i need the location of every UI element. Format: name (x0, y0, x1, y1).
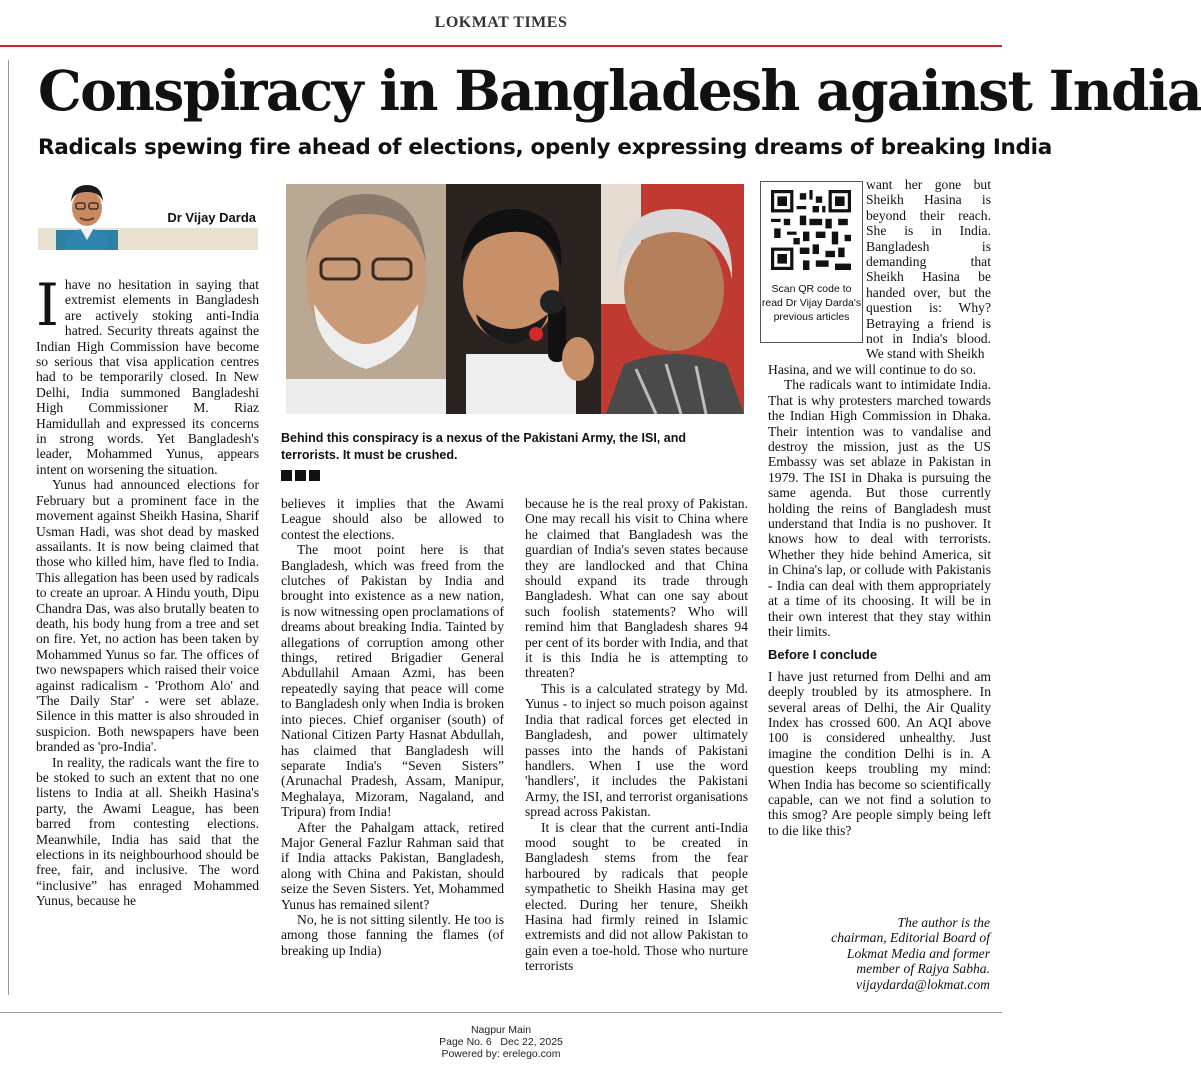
photo-caption: Behind this conspiracy is a nexus of the Pakistani Army, the ISI, and terrorists. It must be crushed. (281, 431, 686, 462)
qr-code-box[interactable] (760, 181, 863, 343)
headline: Conspiracy in Bangladesh against India (38, 58, 1201, 123)
paragraph: This is a calculated strategy by Md. Yunus - to inject so much poison against India that radical forces get elected in Bangladesh, and power ultimately passes into the hands of Pakistani handlers. When I use the word 'handlers', it includes the Pakistani Army, the ISI, and terrorist organisations spread across Pakistan. (525, 680, 748, 820)
author-note (768, 915, 990, 992)
paragraph: In reality, the radicals want the fire to be stoked to such an extent that no one listens to India at all. Sheikh Hasina's party, the Awami League, has been barred from contesting elections. Meanwhile, India has said that the elections in its neighbourhood should be free, fair, and inclusive. The word “inclusive” has enraged Mohammed Yunus, because he (36, 754, 259, 909)
article-column-2 (281, 496, 504, 958)
author-note-line: member of Rajya Sabha. (856, 961, 990, 977)
paragraph: have no hesitation in saying that extremist elements in Bangladesh are actively stoking anti-India hatred. Security threats against the Indian High Commission have become so serious that visa application centres had to be temporarily closed. In New Delhi, India summoned Bangladeshi High Commissioner M. Riaz Hamidullah and expressed its concerns in strong words. Yet Bangladesh's leader, Mohammed Yunus, appears intent on worsening the situation. (36, 277, 259, 477)
masthead-title: LOKMAT TIMES (434, 13, 568, 31)
author-photo (56, 178, 118, 250)
paragraph: Yunus had announced elections for February but a prominent face in the movement against Sheikh Hasina, Sharif Usman Hadi, was shot dead by masked assailants. It is now being claimed that those who killed him, have fled to India. This allegation has been used by radicals to create an uproar. A Hindu youth, Dipu Chandra Das, was also brutally beaten to death, his body hung from a tree and set on fire. Yet, no action has been taken by Mohammed Yunus so far. The offices of two newspapers which raised their voice against radicalism - 'Prothom Alo' and 'The Daily Star' - were set ablaze. Silence in this matter is also shrouded in suspicion. Both newspapers have been branded as 'pro-India'. (36, 477, 259, 755)
footer-page-info: Page No. 6 Dec 22, 2025 (439, 1036, 563, 1048)
article-column-3 (525, 496, 748, 974)
section-marker (281, 470, 320, 481)
paragraph: Hasina, and we will continue to do so. (768, 362, 977, 377)
paragraph: The radicals want to intimidate India. That is why protesters marched towards the Indian High Commission in Dhaka. Their intention was to vandalise and destroy the mission, just as the US Embassy was set ablaze in Pakistan in 1979. The ISI in Dhaka is pursuing the same agenda. But those currently holding the reins of Bangladesh must understand that India is no pushover. It knows how to deal with terrorists. Whether they hide behind America, sit in China's lap, or collude with Pakistanis - India can deal with them appropriately at a time of its choosing. It will be in their own interest that they stay within their limits. (768, 377, 991, 639)
page-footer (0, 1024, 1002, 1060)
author-note-line: Lokmat Media and former (846, 945, 990, 961)
author-note-line: The author is the (897, 915, 990, 930)
footer-powered-by[interactable]: Powered by: erelego.com (441, 1048, 561, 1060)
article-column-4-top (866, 177, 991, 362)
author-note-line: chairman, Editorial Board of (831, 930, 990, 946)
paragraph: want her gone but Sheikh Hasina is beyond their reach. She is in India. Bangladesh is demanding that Sheikh Hasina be handed over, but the question is: Why? Betraying a friend is not in India's blood. We stand with Sheikh (866, 177, 991, 362)
article-column-4 (768, 362, 991, 838)
paragraph: No, he is not sitting silently. He too is among those fanning the flames (of breaking up India) (281, 911, 504, 958)
qr-caption: Scan QR code to read Dr Vijay Darda's previous articles (761, 283, 862, 323)
left-column-rule (8, 60, 9, 995)
paragraph: The moot point here is that Bangladesh, which was freed from the clutches of Pakistan by India and brought into existence as a new nation, is now witnessing open proclamations of dreams about breaking India. Tainted by allegations of corruption among other things, retired Brigadier General Abdullahil Amaan Azmi, has been repeatedly saying that peace will come to Bangladesh only when India is broken into pieces. Chief organiser (south) of National Citizen Party Hasnat Abdullah, has claimed that Bangladesh will separate India's “Seven Sisters” (Arunachal Pradesh, Assam, Manipur, Meghalaya, Mizoram, Nagaland, and Tripura) from India! (281, 542, 504, 820)
section-subhead: Before I conclude (768, 647, 878, 663)
paragraph: After the Pahalgam attack, retired Major General Fazlur Rahman said that if India attacks Pakistan, Bangladesh, along with China and Pakistan, should seize the Seven Sisters. Yet, Mohammed Yunus has remained silent? (281, 819, 504, 912)
paragraph: because he is the real proxy of Pakistan. One may recall his visit to China where he claimed that Bangladesh was the guardian of India's seven states because they are landlocked and that China should expand its trade through Bangladesh. What can one say about such foolish statements? Who will remind him that Bangladesh shares 94 per cent of its border with India, and that it is this India he is attempting to threaten? (525, 496, 748, 681)
subheadline: Radicals spewing fire ahead of elections, openly expressing dreams of breaking India (38, 135, 1052, 160)
masthead (0, 0, 1002, 47)
paragraph: It is clear that the current anti-India mood sought to be created in Bangladesh stems from the fear harboured by radicals that people sympathetic to Sheikh Hasina may get elected. During her tenure, Sheikh Hasina had firmly reined in Islamic extremists and did not allow Pakistan to gain even a toe-hold. Those who nurture terrorists (525, 819, 748, 974)
drop-cap: I (36, 271, 59, 339)
paragraph: believes it implies that the Awami League should also be allowed to contest the elections. (281, 496, 504, 542)
article-column-1 (36, 271, 259, 909)
footer-rule (0, 1012, 1002, 1013)
qr-code-icon[interactable] (771, 190, 851, 270)
author-name: Dr Vijay Darda (167, 210, 256, 225)
author-byline (38, 178, 258, 252)
article-photo (286, 184, 744, 414)
author-email[interactable]: vijaydarda@lokmat.com (856, 976, 990, 992)
footer-edition: Nagpur Main (470, 1024, 532, 1036)
paragraph: I have just returned from Delhi and am deeply troubled by its atmosphere. In several areas of Delhi, the Air Quality Index has crossed 600. An AQI above 100 is considered unhealthy. Just imagine the condition Delhi is in. A question keeps troubling my mind: When India has become so scientifically capable, can we not find a solution to this smog? Are people simply being left to die like this? (768, 668, 991, 838)
